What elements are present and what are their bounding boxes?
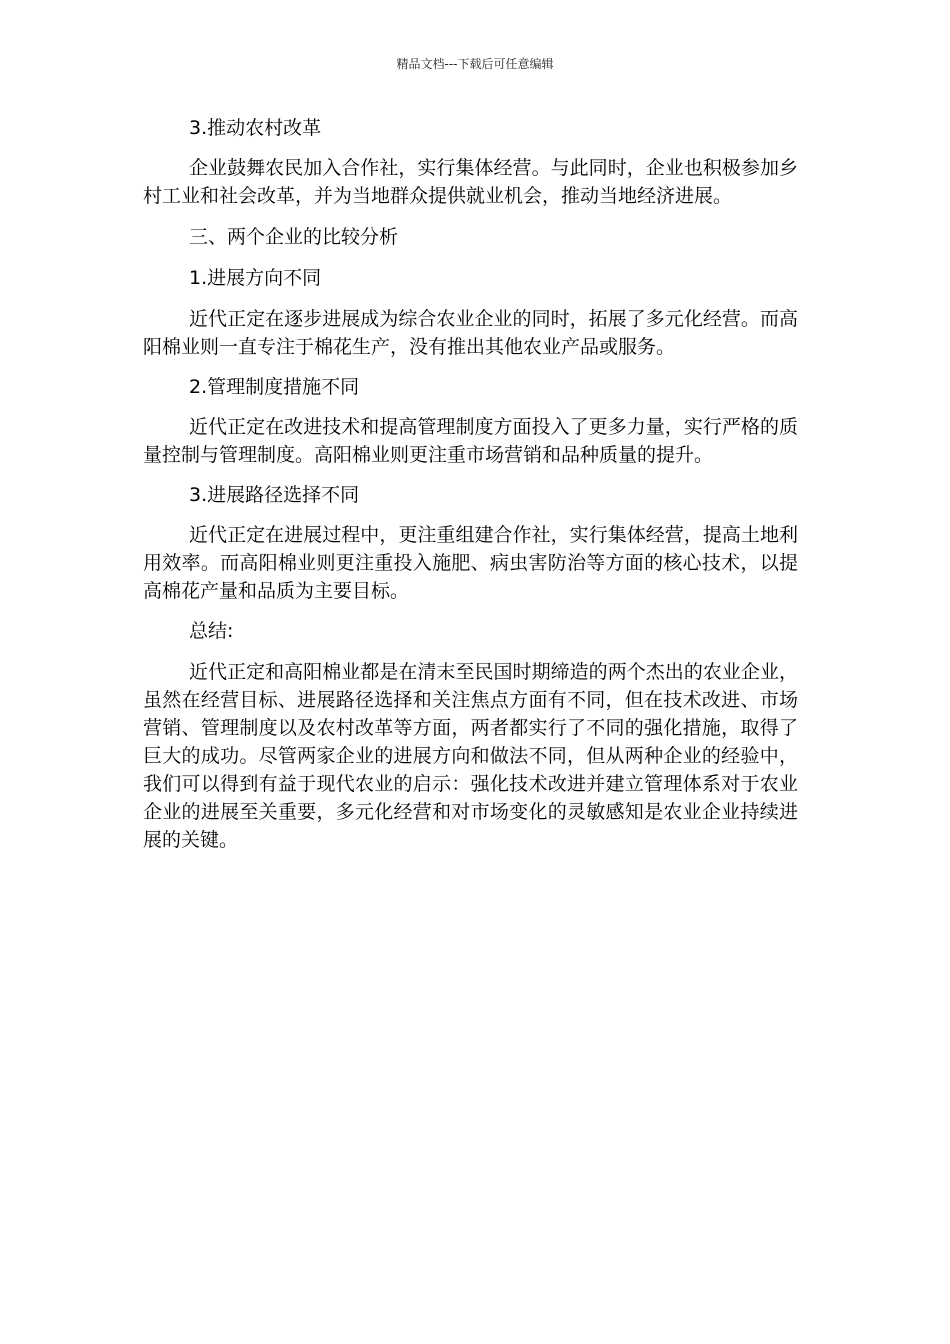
subsection-heading-path: 3.进展路径选择不同 [189, 484, 360, 506]
paragraph-management: 近代正定在改进技术和提高管理制度方面投入了更多力量，实行严格的质量控制与管理制度。高阳棉业则更注重市场营销和品种质量的提升。 [143, 416, 798, 466]
subsection-heading-direction: 1.进展方向不同 [189, 267, 322, 289]
paragraph-summary: 近代正定和高阳棉业都是在清末至民国时期缔造的两个杰出的农业企业，虽然在经营目标、进展路径选择和关注焦点方面有不同，但在技术改进、市场营销、管理制度以及农村改革等方面，两者都实行了不同的强化措施，取得了巨大的成功。尽管两家企业的进展方向和做法不同，但从两种企业的经验中，我们可以得到有益于现代农业的启示：强化技术改进并建立管理体系对于农业企业的进展至关重要，多元化经营和对市场变化的灵敏感知是农业企业持续进展的关键。 [143, 661, 798, 851]
section-heading-comparison: 三、两个企业的比较分析 [189, 226, 399, 248]
paragraph-rural-reform: 企业鼓舞农民加入合作社，实行集体经营。与此同时，企业也积极参加乡村工业和社会改革，并为当地群众提供就业机会，推动当地经济进展。 [143, 157, 798, 207]
paragraph-path: 近代正定在进展过程中，更注重组建合作社，实行集体经营，提高土地利用效率。而高阳棉业则更注重投入施肥、病虫害防治等方面的核心技术，以提高棉花产量和品质为主要目标。 [143, 524, 798, 602]
paragraph-direction: 近代正定在逐步进展成为综合农业企业的同时，拓展了多元化经营。而高阳棉业则一直专注于棉花生产，没有推出其他农业产品或服务。 [143, 308, 798, 358]
page-header: 精品文档---下载后可任意编辑 [396, 57, 554, 71]
subsection-heading-rural-reform: 3.推动农村改革 [189, 117, 322, 139]
subsection-heading-management: 2.管理制度措施不同 [189, 376, 360, 398]
summary-heading: 总结: [189, 620, 234, 642]
document-body [143, 114, 798, 854]
